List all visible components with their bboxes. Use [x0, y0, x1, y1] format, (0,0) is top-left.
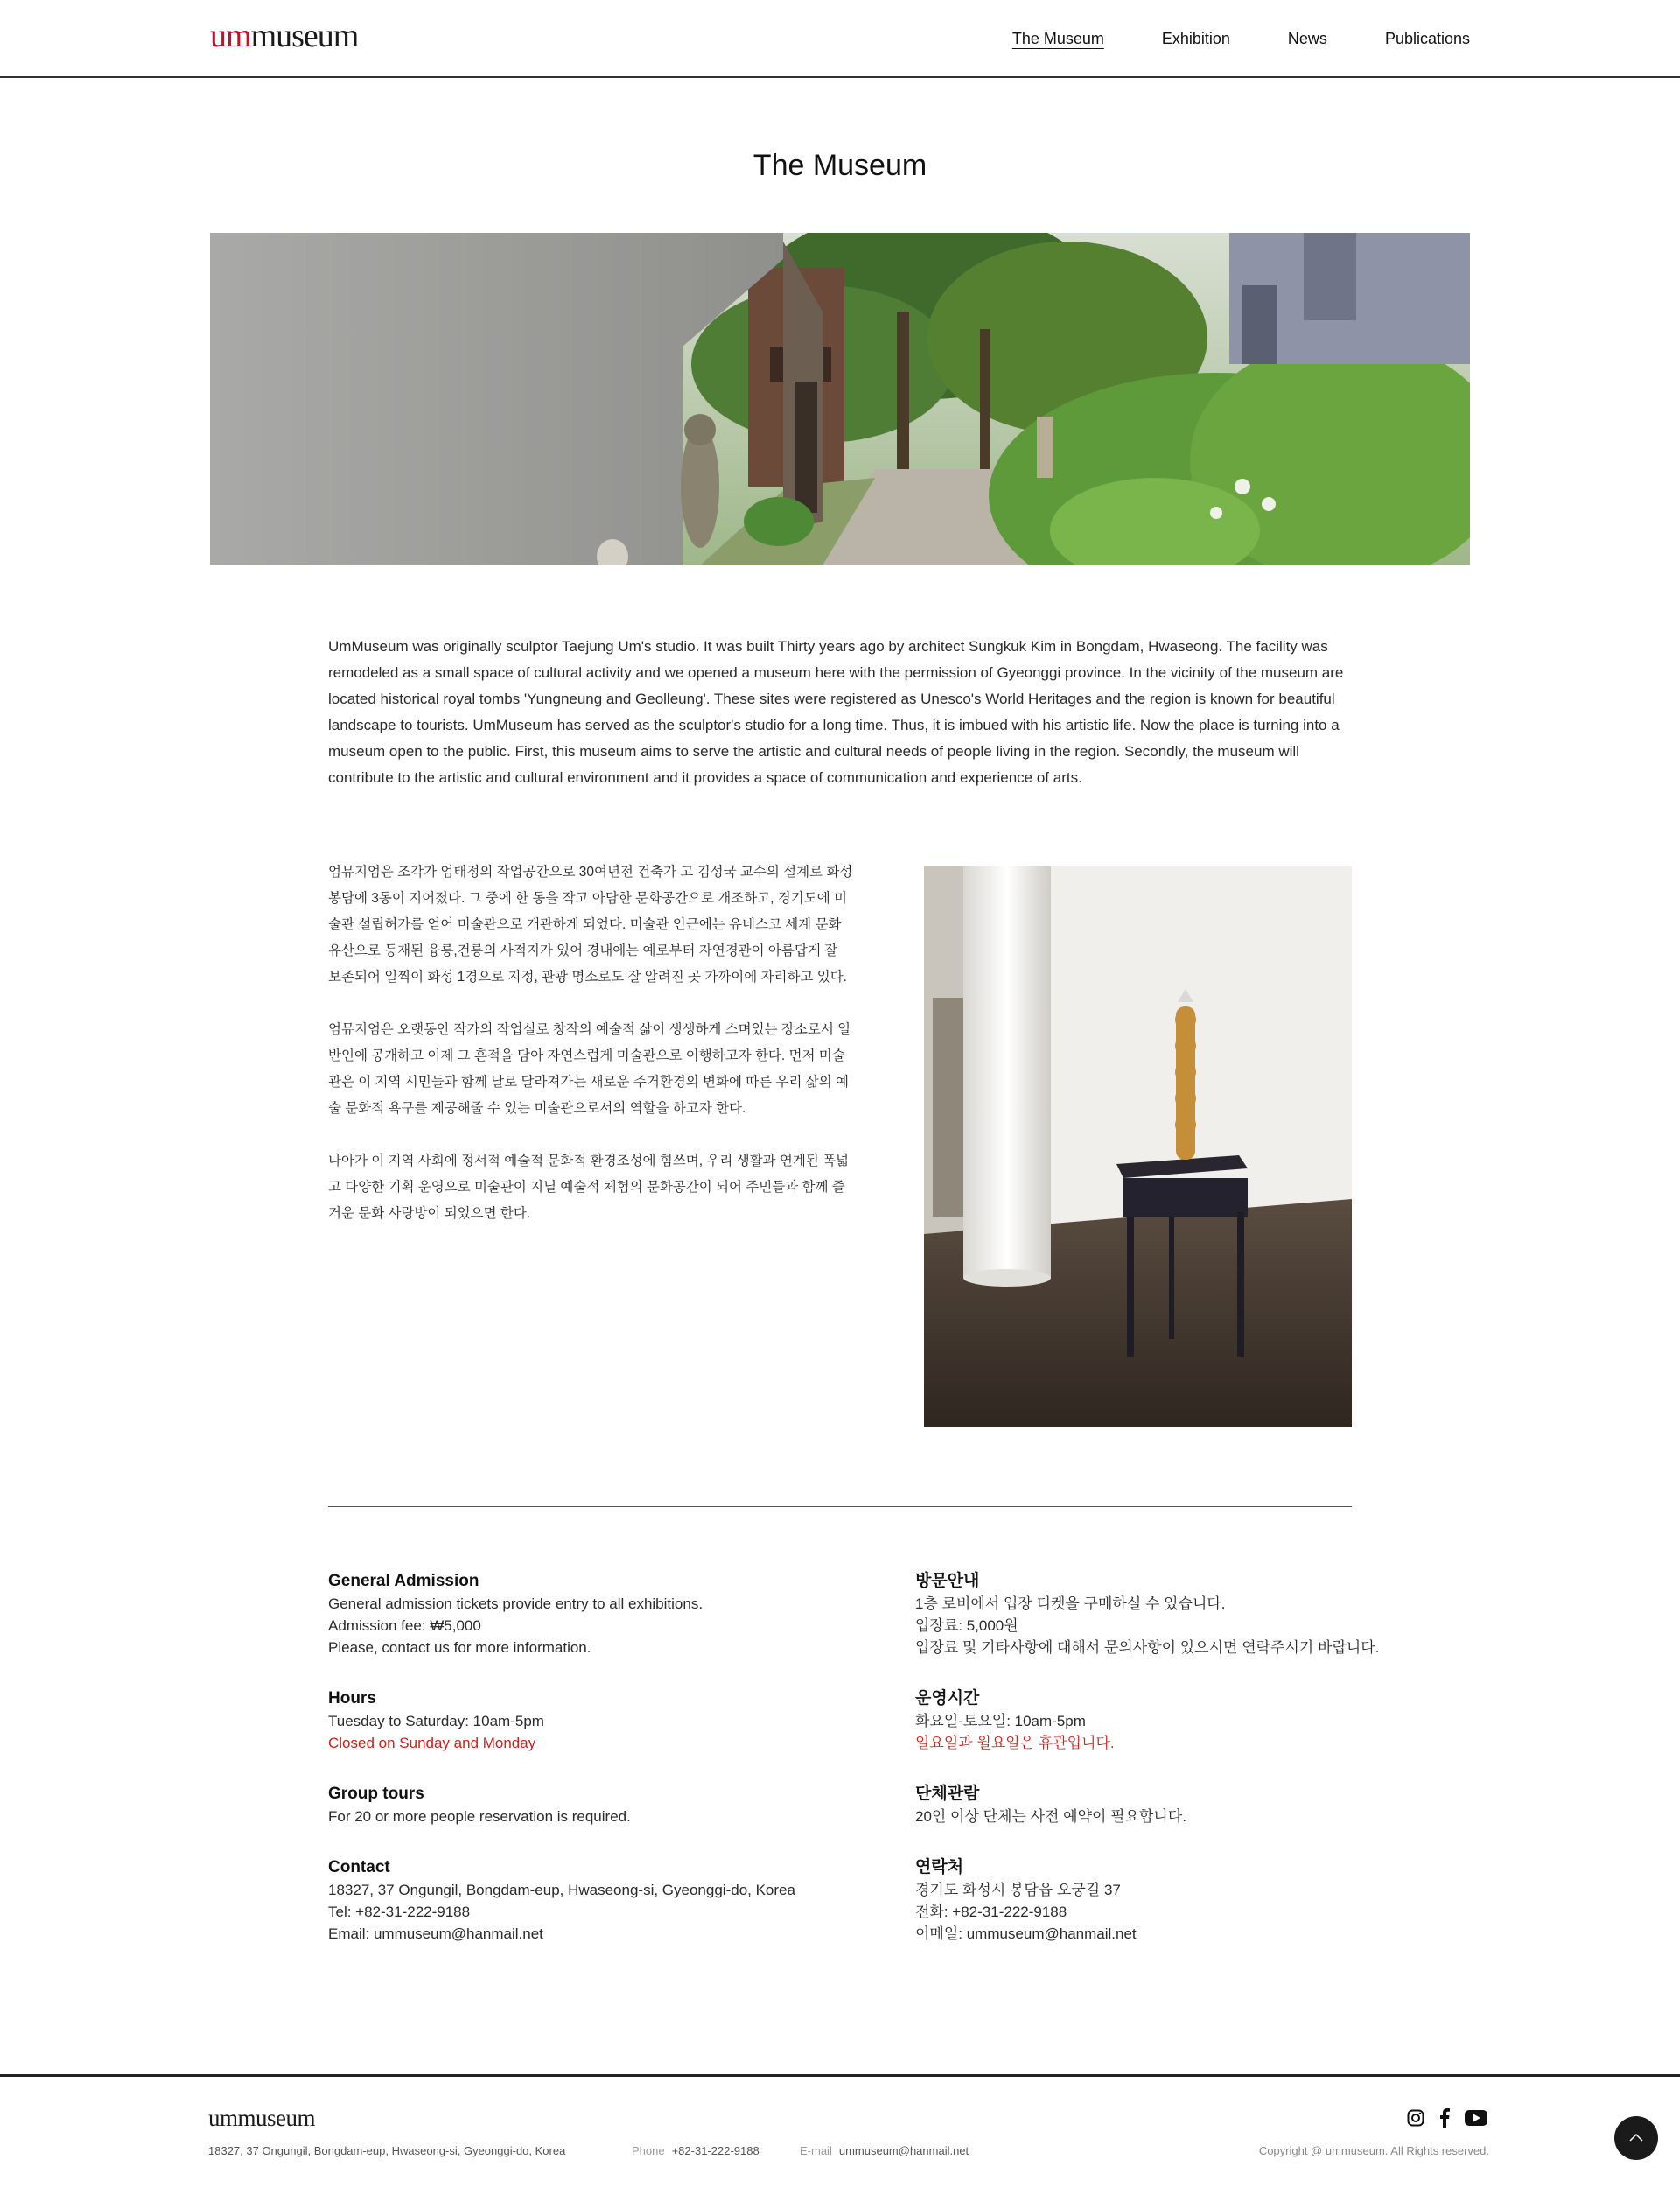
- info-line: Tel: +82-31-222-9188: [328, 1904, 471, 1920]
- visitor-info-english: [328, 1570, 871, 1974]
- page-title: The Museum: [752, 149, 928, 182]
- info-line: General admission tickets provide entry to all exhibitions.: [328, 1595, 704, 1612]
- info-heading: Contact: [328, 1858, 390, 1876]
- info-heading: 연락처: [915, 1858, 964, 1876]
- scroll-to-top-button[interactable]: [1614, 2116, 1658, 2160]
- closed-notice: Closed on Sunday and Monday: [328, 1735, 536, 1751]
- info-line: 1층 로비에서 입장 티켓을 구매하실 수 있습니다.: [915, 1595, 1226, 1612]
- closed-notice: 일요일과 월요일은 휴관입니다.: [915, 1735, 1115, 1751]
- info-line: Please, contact us for more information.: [328, 1639, 592, 1656]
- instagram-icon[interactable]: [1407, 2109, 1424, 2131]
- footer-phone: Phone +82-31-222-9188: [632, 2144, 760, 2157]
- info-heading: Hours: [328, 1689, 376, 1708]
- visitor-info-korean: [915, 1570, 1458, 1974]
- info-line: 화요일-토요일: 10am-5pm: [915, 1713, 1086, 1729]
- info-group-tours: [328, 1783, 871, 1827]
- info-heading: 단체관람: [915, 1785, 980, 1803]
- info-line: 입장료: 5,000원: [915, 1617, 1018, 1634]
- facebook-icon[interactable]: [1438, 2108, 1451, 2132]
- info-admission-kr: [915, 1570, 1458, 1659]
- info-line: 20인 이상 단체는 사전 예약이 필요합니다.: [915, 1808, 1186, 1825]
- hero-image: [210, 233, 1470, 565]
- footer-email: E-mail ummuseum@hanmail.net: [800, 2144, 970, 2157]
- intro-korean: [328, 859, 853, 1253]
- intro-english: UmMuseum was originally sculptor Taejung Um's studio. It was built Thirty years ago by architect Sungkuk Kim in Bongdam, Hwaseong. The facility was remodeled as a small space of cultural activity and we opened a museum here with the permission of Gyeonggi province. In the vicinity of the museum are located historical royal tombs 'Yungneung and Geolleung'. These sites were registered as Unesco's World Heritages and the region is known for beautiful landscape to tourists. UmMuseum has served as the sculptor's studio for a long time. Thus, it is imbued with his artistic life. Now the place is turning into a museum open to the public. First, this museum aims to serve the artistic and cultural needs of people living in the region. Secondly, the museum will contribute to the artistic and cultural environment and it provides a space of communication and experience of arts.: [328, 638, 1344, 786]
- info-line: Admission fee: ₩5,000: [328, 1617, 481, 1634]
- youtube-icon[interactable]: [1465, 2109, 1488, 2131]
- gallery-photo: [924, 866, 1352, 1427]
- info-line: 전화: +82-31-222-9188: [915, 1904, 1068, 1920]
- footer-logo[interactable]: ummuseum: [208, 2105, 315, 2131]
- info-line: Email: ummuseum@hanmail.net: [328, 1925, 543, 1942]
- info-line: 입장료 및 기타사항에 대해서 문의사항이 있으시면 연락주시기 바랍니다.: [915, 1639, 1380, 1656]
- info-heading: Group tours: [328, 1785, 424, 1803]
- info-line: 경기도 화성시 봉담읍 오궁길 37: [915, 1882, 1121, 1898]
- intro-korean-paragraph: 엄뮤지엄은 조각가 엄태정의 작업공간으로 30여년전 건축가 고 김성국 교수의 설계로 화성 봉담에 3동이 지어졌다. 그 중에 한 동을 작고 아담한 문화공간으로 개조하고, 경기도에 미술관 설립허가를 얻어 미술관으로 개관하게 되었다. 미술관 인근에는 유네스코 세계 문화유산으로 등재된 융릉,건릉의 사적지가 있어 경내에는 예로부터 자연경관이 아름답게 잘 보존되어 일찍이 화성 1경으로 지정, 관광 명소로도 잘 알려진 곳 가까이에 자리하고 있다.: [328, 865, 853, 985]
- info-heading: 운영시간: [915, 1689, 980, 1708]
- info-admission: [328, 1570, 871, 1659]
- nav-the-museum[interactable]: The Museum: [1012, 30, 1104, 47]
- footer-address: 18327, 37 Ongungil, Bongdam-eup, Hwaseong-si, Gyeonggi-do, Korea: [208, 2144, 566, 2157]
- info-contact: [328, 1856, 871, 1945]
- info-line: Tuesday to Saturday: 10am-5pm: [328, 1713, 544, 1729]
- info-line: For 20 or more people reservation is required.: [328, 1808, 631, 1825]
- chevron-up-icon: [1614, 2116, 1658, 2160]
- site-header: [0, 0, 1680, 78]
- social-links: [1407, 2108, 1488, 2132]
- info-contact-kr: [915, 1856, 1458, 1945]
- info-line: 18327, 37 Ongungil, Bongdam-eup, Hwaseong-si, Gyeonggi-do, Korea: [328, 1882, 795, 1898]
- section-divider: [328, 1506, 1352, 1507]
- info-heading: General Admission: [328, 1572, 480, 1590]
- nav-exhibition[interactable]: Exhibition: [1161, 30, 1230, 47]
- intro-korean-paragraph: 나아가 이 지역 사회에 정서적 예술적 문화적 환경조성에 힘쓰며, 우리 생활과 연계된 폭넓고 다양한 기획 운영으로 미술관이 지닐 예술적 체험의 문화공간이 되어 주민들과 함께 즐거운 문화 사랑방이 되었으면 한다.: [328, 1154, 850, 1221]
- info-heading: 방문안내: [915, 1572, 980, 1590]
- intro-korean-paragraph: 엄뮤지엄은 오랫동안 작가의 작업실로 창작의 예술적 삶이 생생하게 스며있는 장소로서 일반인에 공개하고 이제 그 흔적을 담아 자연스럽게 미술관으로 이행하고자 한다. 먼저 미술관은 이 지역 시민들과 함께 날로 달라져가는 새로운 주거환경의 변화에 따른 우리 삶의 예술 문화적 욕구를 제공해줄 수 있는 미술관으로서의 역할을 하고자 한다.: [328, 1022, 851, 1116]
- nav-publications[interactable]: Publications: [1384, 30, 1470, 47]
- nav-news[interactable]: News: [1287, 30, 1327, 47]
- info-hours-kr: [915, 1687, 1458, 1754]
- site-logo[interactable]: ummuseum: [210, 18, 359, 54]
- main-nav: [1012, 28, 1470, 51]
- info-line: 이메일: ummuseum@hanmail.net: [915, 1925, 1137, 1942]
- site-footer: [0, 2074, 1680, 2195]
- footer-copyright: Copyright @ ummuseum. All Rights reserved.: [1258, 2144, 1489, 2157]
- info-group-tours-kr: [915, 1783, 1458, 1827]
- info-hours: [328, 1687, 871, 1754]
